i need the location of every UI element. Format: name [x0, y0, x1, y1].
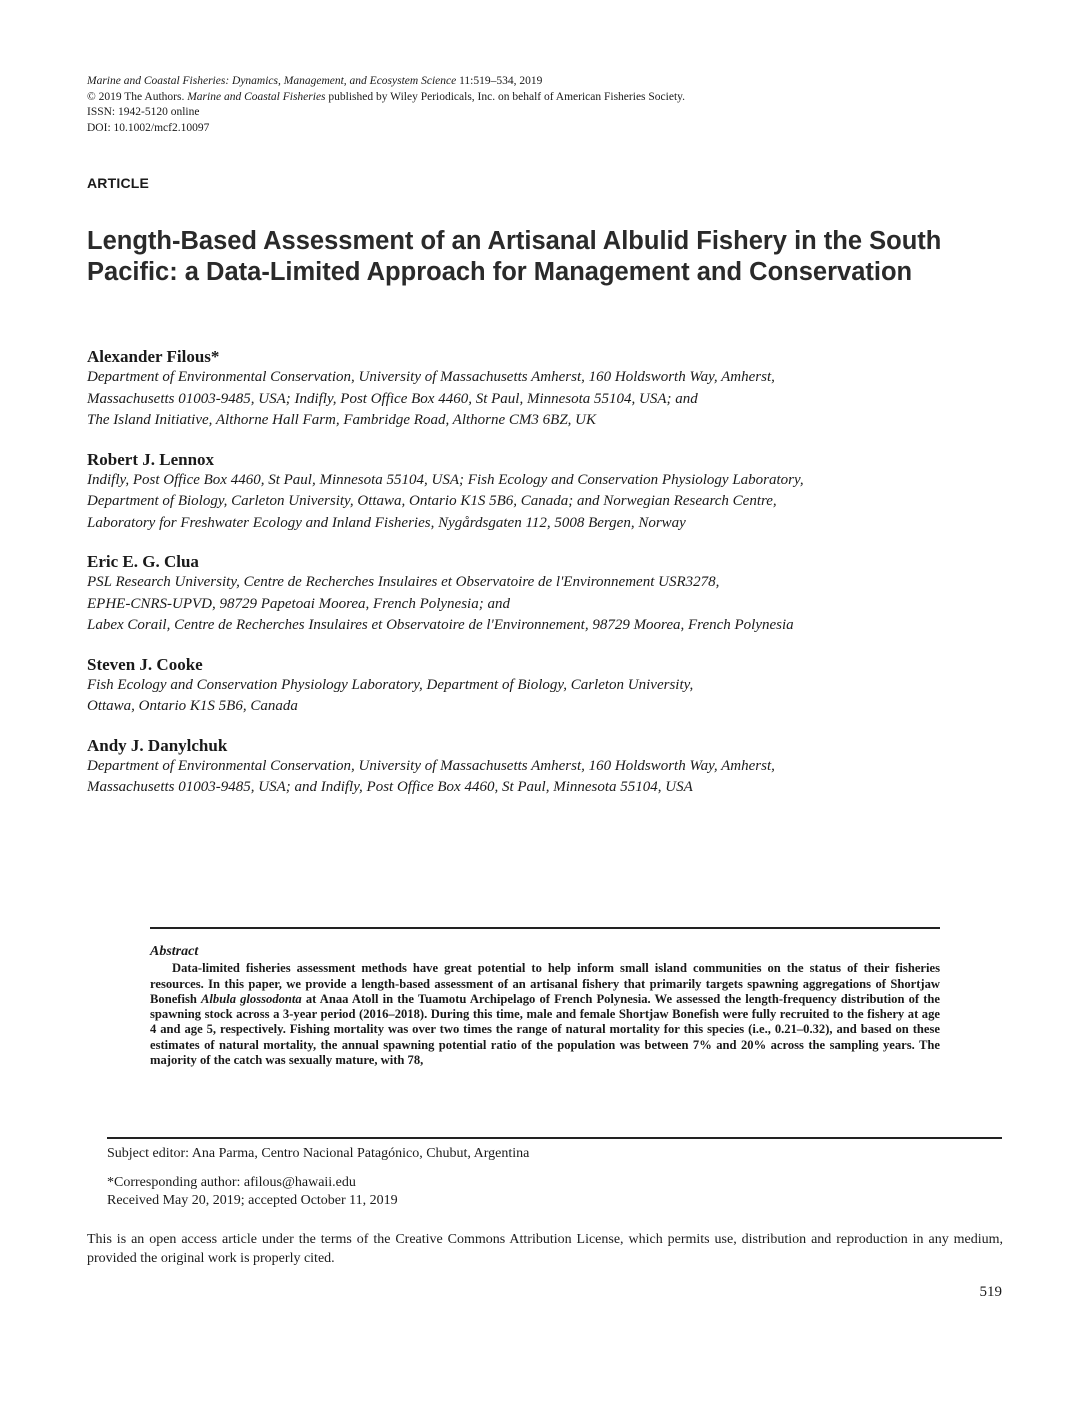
- author-affiliation: Fish Ecology and Conservation Physiology Laboratory, Department of Biology, Carleton University, Ottawa, Ontario K1S 5B6, Canada: [87, 676, 694, 714]
- author-affiliation: PSL Research University, Centre de Recherches Insulaires et Observatoire de l'Environnement USR3278, EPHE-CNRS-UPVD, 98729 Papetoai Moorea, French Polynesia; and Labex Corail, Centre de Recherches Insulaires et Observatoire de l'Environnement, 98729 Moorea, French Polynesia: [87, 574, 794, 633]
- author-block: [87, 346, 1007, 432]
- corresponding-author-note: *Corresponding author: afilous@hawaii.edu: [107, 1175, 356, 1190]
- author-block: [87, 449, 1007, 535]
- journal-header: [87, 74, 685, 136]
- abstract-top-rule: [150, 927, 940, 929]
- article-type-label: ARTICLE: [87, 175, 150, 191]
- issn: ISSN: 1942-5120 online: [87, 106, 200, 118]
- abstract-text: [150, 961, 940, 1068]
- abstract-text-part1: Data-limited fisheries assessment methods have great potential to help inform small island communities on the status of their fisheries resources. In this paper, we provide a length-based assessment of an artisanal fishery that primarily targets spawning aggregations of Shortjaw Bonefish: [150, 961, 940, 1006]
- license-statement: This is an open access article under the terms of the Creative Commons Attribution License, which permits use, distribution and reproduction in any medium, provided the original work is properly cited.: [87, 1232, 1003, 1266]
- author-affiliation: Department of Environmental Conservation, University of Massachusetts Amherst, 160 Holdsworth Way, Amherst, Massachusetts 01003-9485, USA; and Indifly, Post Office Box 4460, St Paul, Minnesota 55104, USA: [87, 757, 775, 795]
- copyright-suffix: published by Wiley Periodicals, Inc. on behalf of American Fisheries Society.: [328, 90, 686, 103]
- abstract-text-part2: at Anaa Atoll in the Tuamotu Archipelago of French Polynesia. We assessed the length-frequency distribution of the spawning stock across a 3-year period (2016–2018). During this time, male and female Shortjaw Bonefish were fully recruited to the fishery at age 4 and age 5, respectively. Fishing mortality was over two times the range of natural mortality for this species (i.e., 0.21–0.32), and based on these estimates of natural mortality, the annual spawning potential ratio of the population was between 7% and 20% across the sampling years. The majority of the catch was sexually mature, with 78,: [150, 991, 940, 1068]
- received-accepted-note: Received May 20, 2019; accepted October 11, 2019: [107, 1193, 398, 1208]
- author-list: [87, 346, 1007, 816]
- author-block: [87, 551, 1007, 637]
- journal-citation-line: [87, 74, 685, 90]
- copyright-prefix: © 2019 The Authors.: [87, 90, 185, 103]
- footnote-rule: [107, 1137, 1002, 1139]
- author-name: Alexander Filous*: [87, 347, 220, 366]
- page-number: 519: [979, 1284, 1002, 1300]
- author-affiliation: Indifly, Post Office Box 4460, St Paul, Minnesota 55104, USA; Fish Ecology and Conservation Physiology Laboratory, Department of Biology, Carleton University, Ottawa, Ontario K1S 5B6, Canada; and Norwegian Research Centre, Laboratory for Freshwater Ecology and Inland Fisheries, Nygårdsgaten 112, 5008 Bergen, Norway: [87, 471, 804, 531]
- author-name: Eric E. G. Clua: [87, 552, 199, 571]
- copyright-line: [87, 90, 685, 106]
- footnotes: [107, 1145, 997, 1210]
- author-name: Andy J. Danylchuk: [87, 735, 228, 755]
- paper-title: Length-Based Assessment of an Artisanal Albulid Fishery in the South Pacific: a Data-Limited Approach for Management and Conservation: [87, 227, 942, 286]
- author-name: Robert J. Lennox: [87, 449, 215, 469]
- abstract-heading: Abstract: [150, 944, 199, 959]
- subject-editor-note: Subject editor: Ana Parma, Centro Nacional Patagónico, Chubut, Argentina: [107, 1146, 530, 1161]
- author-affiliation: Department of Environmental Conservation, University of Massachusetts Amherst, 160 Holdsworth Way, Amherst, Massachusetts 01003-9485, USA; Indifly, Post Office Box 4460, St Paul, Minnesota 55104, USA; and The Island Initiative, Althorne Hall Farm, Fambridge Road, Althorne CM3 6BZ, UK: [87, 369, 775, 428]
- author-name: Steven J. Cooke: [87, 654, 203, 674]
- journal-name: Marine and Coastal Fisheries: Dynamics, Management, and Ecosystem Science: [87, 75, 457, 87]
- journal-volume: 11:519–534, 2019: [459, 75, 543, 87]
- abstract-section: [150, 944, 940, 1068]
- copyright-journal: Marine and Coastal Fisheries: [187, 90, 326, 103]
- author-block: [87, 735, 1007, 799]
- author-block: [87, 654, 1007, 718]
- species-name: Albula glossodonta: [201, 991, 302, 1006]
- doi-link[interactable]: DOI: 10.1002/mcf2.10097: [87, 121, 210, 134]
